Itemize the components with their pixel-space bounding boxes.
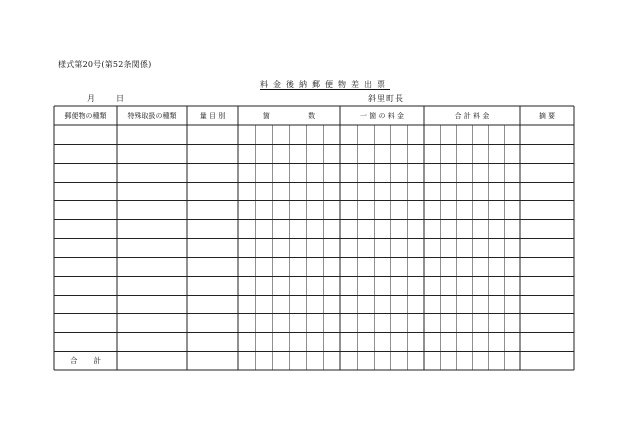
- form-number: 様式第20号(第52条関係): [58, 60, 152, 69]
- issuer-label: 斜里町長: [368, 94, 404, 103]
- header-total-fee: 合 計 料 金: [454, 111, 490, 120]
- header-count: 箇 数: [262, 111, 334, 120]
- form-title-text: 料金後納郵便物差出票: [260, 80, 390, 89]
- total-row-label: [54, 351, 117, 370]
- date-month-label: 月: [87, 94, 95, 103]
- date-day-label: 日: [116, 94, 124, 103]
- header-unit-fee: 一 箇 の 料 金: [360, 111, 404, 120]
- total-label-left: 合: [70, 356, 78, 365]
- header-mail-type: 郵便物の種類: [64, 111, 107, 120]
- header-remarks: 摘 要: [538, 111, 556, 120]
- header-weight-class: 量 目 別: [199, 111, 226, 120]
- total-label-right: 計: [93, 356, 101, 365]
- header-special-handling: 特殊取扱の種類: [127, 111, 177, 120]
